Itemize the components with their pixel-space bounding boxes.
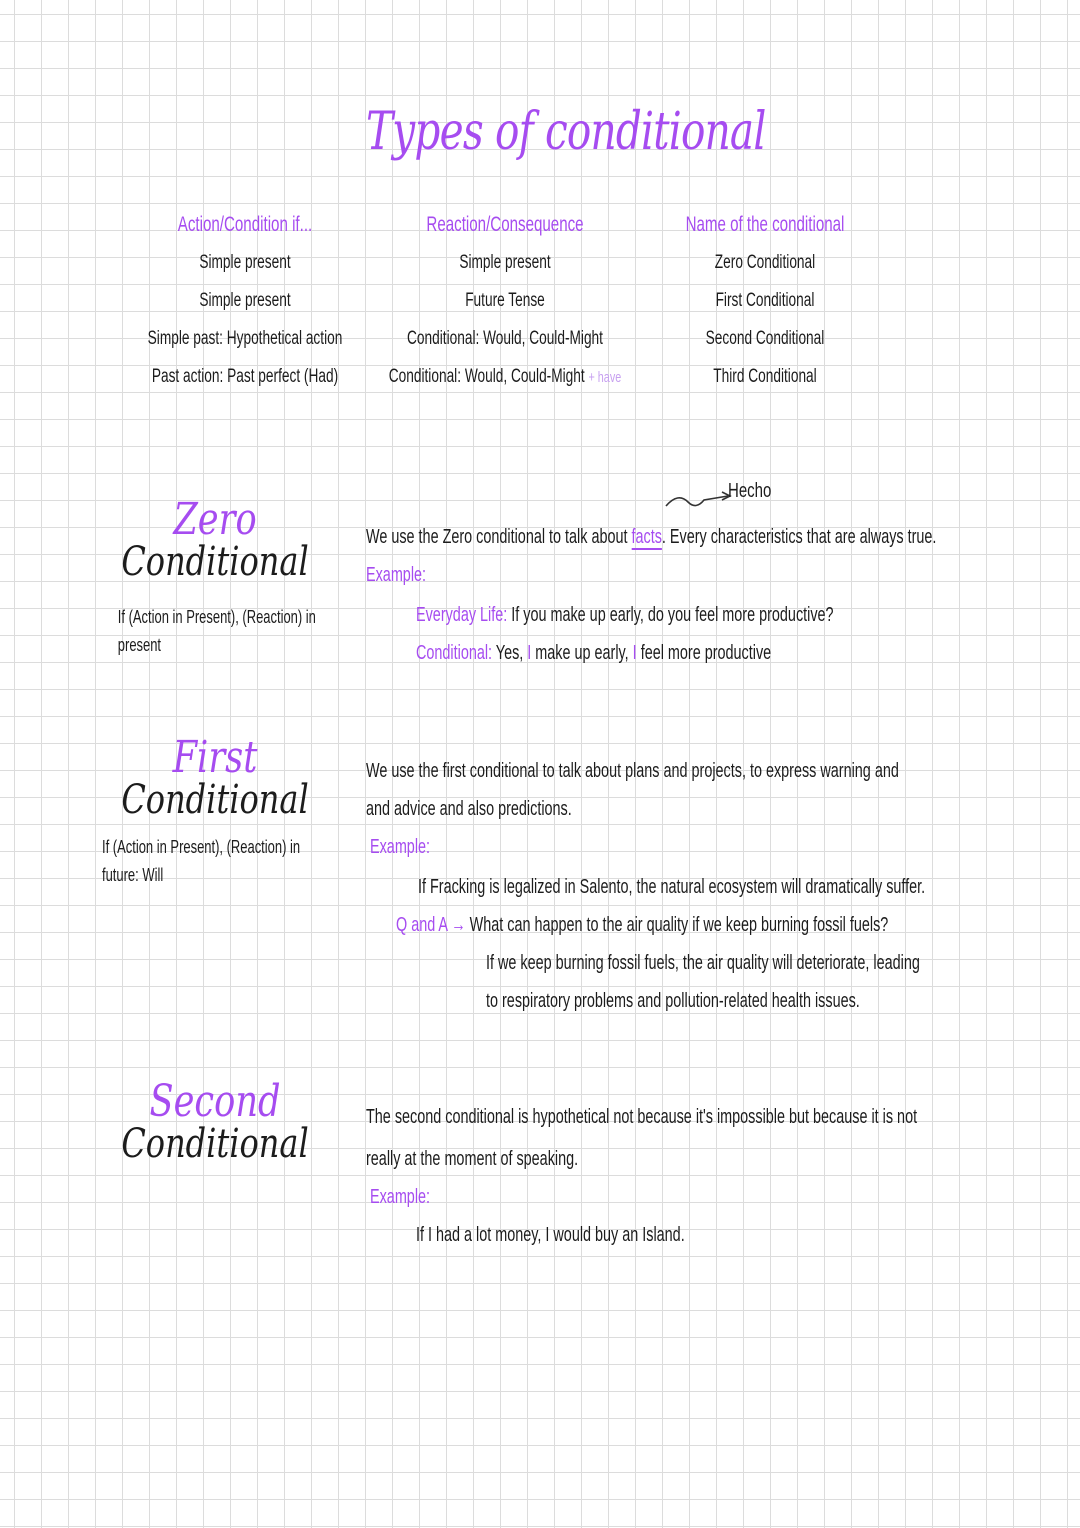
table-cell: Simple present: [199, 252, 291, 273]
example-line: If we keep burning fossil fuels, the air quality will deteriorate, leading: [486, 952, 920, 974]
table-cell: Second Conditional: [705, 328, 825, 349]
desc-text: . Every characteristics that are always true.: [661, 526, 937, 548]
first-description: and advice and also predictions.: [366, 798, 572, 820]
table-cell: Third Conditional: [713, 366, 817, 387]
rule-line: future: Will: [101, 865, 164, 885]
qa-label: Q and A →: [396, 914, 466, 936]
example-line: [416, 634, 771, 672]
example-text: make up early,: [531, 642, 633, 664]
pronoun-highlight: I: [632, 642, 637, 664]
desc-text: We use the Zero conditional to talk about: [366, 526, 632, 548]
page-title: Types of conditional: [366, 102, 766, 162]
table-cell: Zero Conditional: [714, 252, 816, 273]
example-text: Yes,: [495, 642, 528, 664]
highlight-facts: facts: [631, 526, 662, 548]
section-subtitle: Conditional: [121, 539, 309, 585]
example-line: [416, 596, 834, 634]
table-column-consequence: [365, 206, 646, 397]
table-cell: Conditional: Would, Could-Might: [407, 328, 603, 349]
second-description: The second conditional is hypothetical not because it's impossible but because it is not: [366, 1106, 918, 1128]
section-title: First: [172, 732, 258, 783]
example-line: If I had a lot money, I would buy an Island.: [416, 1224, 685, 1246]
second-description: really at the moment of speaking.: [366, 1148, 579, 1170]
example-label: Example:: [366, 564, 427, 586]
table-cell: Past action: Past perfect (Had): [151, 366, 339, 387]
margin-note: Hecho: [728, 480, 772, 502]
section-subtitle: Conditional: [121, 1121, 309, 1167]
example-text: feel more productive: [636, 642, 772, 664]
zero-description: [366, 518, 936, 556]
example-line: If Fracking is legalized in Salento, the natural ecosystem will dramatically suffer.: [418, 876, 926, 898]
zero-conditional-heading: [80, 494, 350, 585]
rule-line: If (Action in Present), (Reaction) in: [101, 837, 301, 857]
table-cell: [365, 358, 646, 397]
example-text: What can happen to the air quality if we keep burning fossil fuels?: [469, 914, 889, 936]
first-conditional-heading: [80, 732, 350, 823]
example-label: Example:: [370, 836, 431, 858]
example-label: Example:: [370, 1186, 431, 1208]
column-header: Reaction/Consequence: [426, 213, 584, 236]
example-line: to respiratory problems and pollution-related health issues.: [486, 990, 860, 1012]
table-cell: First Conditional: [715, 290, 815, 311]
table-cell: Simple present: [459, 252, 551, 273]
column-header: Action/Condition if...: [177, 213, 313, 236]
example-sublabel: Conditional:: [416, 642, 493, 664]
section-title: Zero: [173, 494, 257, 545]
pronoun-highlight: I: [527, 642, 532, 664]
arrow-icon: [664, 490, 734, 512]
example-sublabel: Everyday Life:: [416, 604, 508, 626]
second-conditional-heading: [80, 1076, 350, 1167]
section-title: Second: [149, 1076, 281, 1127]
first-conditional-rule: [102, 830, 318, 892]
example-line: [396, 906, 888, 944]
rule-line: If (Action in Present), (Reaction) in: [117, 607, 316, 627]
table-cell: Simple past: Hypothetical action: [147, 328, 343, 349]
table-cell: Future Tense: [465, 290, 545, 311]
section-subtitle: Conditional: [121, 777, 309, 823]
first-description: We use the first conditional to talk about plans and projects, to express warning and: [366, 760, 899, 782]
zero-conditional-rule: [117, 600, 316, 662]
table-cell: Simple present: [199, 290, 291, 311]
table-cell-text: Conditional: Would, Could-Might: [388, 366, 585, 387]
have-suffix: + have: [588, 369, 622, 386]
rule-line: present: [117, 635, 162, 655]
table-column-condition: [112, 206, 378, 396]
column-header: Name of the conditional: [685, 213, 845, 236]
example-text: If you make up early, do you feel more productive?: [511, 604, 834, 626]
table-column-name: [675, 206, 855, 396]
